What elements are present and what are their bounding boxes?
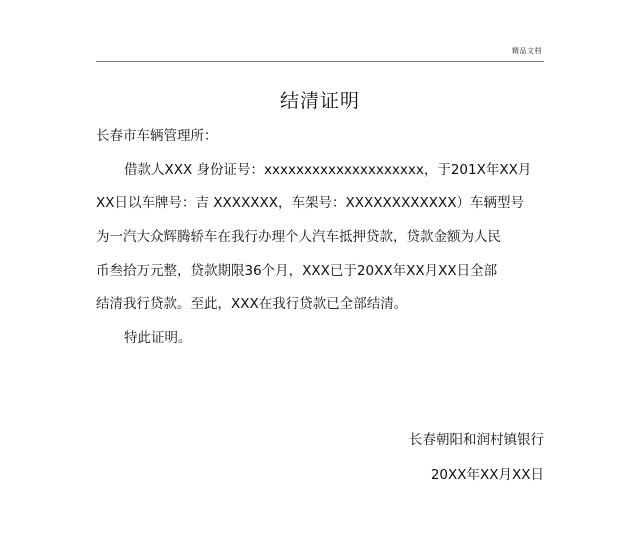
body-line-5: 结清我行贷款。至此，XXX在我行贷款已全部结清。 xyxy=(96,296,408,312)
body-line-3: 为一汽大众辉腾轿车在我行办理个人汽车抵押贷款，贷款金额为人民 xyxy=(96,229,501,245)
issue-date: 20XX年XX月XX日 xyxy=(430,467,544,483)
closing-line: 特此证明。 xyxy=(124,330,192,346)
issuer-name: 长春朝阳和润村镇银行 xyxy=(409,432,544,448)
body-line-1: 借款人XXX 身份证号：xxxxxxxxxxxxxxxxxxxx，于201X年XX月 xyxy=(124,162,532,178)
document-title: 结清证明 xyxy=(279,90,360,112)
recipient-line: 长春市车辆管理所： xyxy=(96,128,218,144)
header-tag: 精品文档 xyxy=(512,47,542,55)
body-line-4: 币叁拾万元整，贷款期限36个月，XXX已于20XX年XX月XX日全部 xyxy=(96,263,498,279)
body-line-2: XX日以车牌号：吉 XXXXXXX，车架号：XXXXXXXXXXXX）车辆型号 xyxy=(96,195,525,211)
header-divider xyxy=(96,61,544,62)
